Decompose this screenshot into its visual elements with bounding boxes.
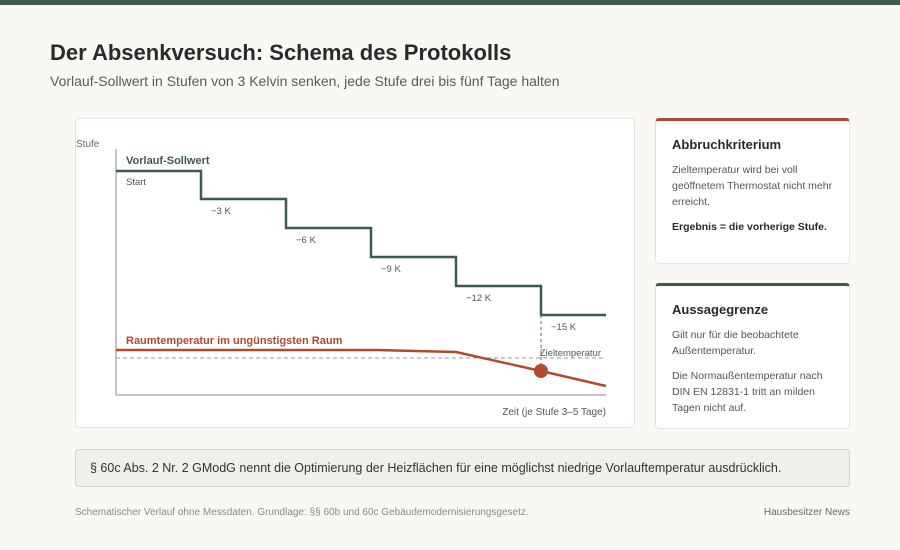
page-subtitle: Vorlauf-Sollwert in Stufen von 3 Kelvin senken, jede Stufe drei bis fünf Tage halten <box>50 73 560 89</box>
step-label-start: Start <box>126 177 147 188</box>
room-temperature-line <box>116 350 606 386</box>
validity-limit-card <box>655 283 850 429</box>
target-temperature-label: Zieltemperatur <box>539 348 601 359</box>
abort-card-text: Zieltemperatur wird bei voll geöffnetem Thermostat nicht mehr erreicht. <box>672 164 833 208</box>
step-label-minus12: −12 K <box>466 293 492 304</box>
legal-note: § 60c Abs. 2 Nr. 2 GModG nennt die Optimierung der Heizflächen für eine möglichst niedrige Vorlauftemperatur ausdrücklich. <box>75 449 850 487</box>
y-axis-label: Stufe <box>76 139 100 150</box>
x-axis-label: Zeit (je Stufe 3–5 Tage) <box>502 407 606 418</box>
abort-card-result: Ergebnis = die vorherige Stufe. <box>672 221 827 233</box>
abort-card-title: Abbruchkriterium <box>672 137 782 152</box>
room-series-label: Raumtemperatur im ungünstigsten Raum <box>126 335 343 347</box>
page-title: Der Absenkversuch: Schema des Protokolls <box>50 40 512 65</box>
step-label-minus9: −9 K <box>381 264 401 275</box>
diagram-card <box>75 118 635 428</box>
abort-point-marker <box>534 364 548 378</box>
validity-card-text-2: Die Normaußentemperatur nach DIN EN 12831-1 tritt an milden Tagen nicht auf. <box>672 370 823 414</box>
validity-card-title: Aussagegrenze <box>672 302 769 317</box>
supply-series-label: Vorlauf-Sollwert <box>126 155 210 167</box>
footer-source: Schematischer Verlauf ohne Messdaten. Grundlage: §§ 60b und 60c Gebäudemodernisierungsgesetz. <box>75 507 529 518</box>
supply-setpoint-line <box>116 171 606 315</box>
abort-criterion-card <box>655 118 850 264</box>
validity-card-text-1: Gilt nur für die beobachtete Außentemperatur. <box>672 329 799 357</box>
step-label-minus3: −3 K <box>211 206 231 217</box>
step-label-minus15: −15 K <box>551 322 577 333</box>
step-label-minus6: −6 K <box>296 235 316 246</box>
footer-brand: Hausbesitzer News <box>763 507 850 518</box>
step-diagram <box>76 119 636 429</box>
top-accent-bar <box>0 0 900 5</box>
